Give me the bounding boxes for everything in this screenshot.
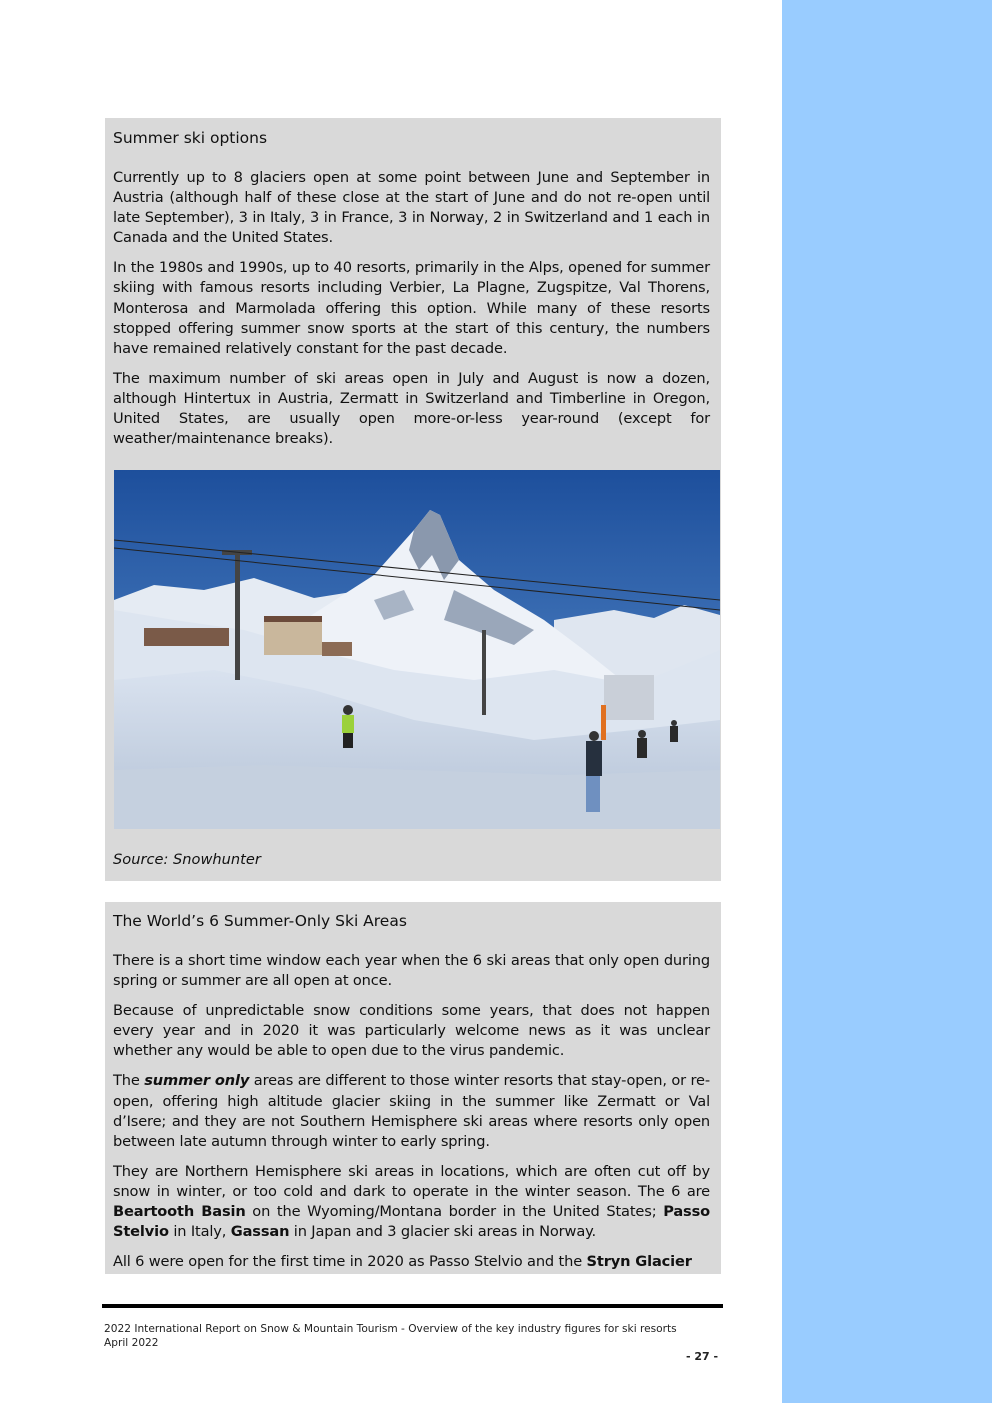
bold-place-name: Stryn Glacier bbox=[586, 1253, 692, 1271]
footer-rule bbox=[102, 1304, 723, 1308]
emphasis-text: summer only bbox=[144, 1072, 250, 1090]
paragraph: Because of unpredictable snow conditions some years, that does not happen every year and in 2020 it was particularly welcome news as it was unclear whether any would be able to open due to the virus pandemic. bbox=[113, 1002, 710, 1060]
sidebar-color-band bbox=[782, 0, 992, 1403]
section-title: The World’s 6 Summer-Only Ski Areas bbox=[113, 912, 407, 930]
bold-place-name: Passo Stelvio bbox=[113, 1203, 710, 1241]
section-title: Summer ski options bbox=[113, 129, 268, 147]
footer bbox=[104, 1322, 677, 1350]
page-number: - 27 - bbox=[686, 1350, 719, 1363]
paragraph: There is a short time window each year when the 6 ski areas that only open during spring or summer are all open at once. bbox=[113, 952, 710, 990]
paragraph: The maximum number of ski areas open in July and August is now a dozen, although Hintertux in Austria, Zermatt in Switzerland and Timberline in Oregon, United States, are usually open more-or-less year-round (except for weather/maintenance breaks). bbox=[113, 369, 710, 448]
summer-ski-options-box bbox=[105, 118, 721, 881]
matterhorn-ski-photo bbox=[114, 470, 720, 829]
paragraph: In the 1980s and 1990s, up to 40 resorts, primarily in the Alps, opened for summer skiing with famous resorts including Verbier, La Plagne, Zugspitze, Val Thorens, Monterosa and Marmolada offering this option. While many of these resorts stopped offering summer snow sports at the start of this century, the numbers have remained relatively constant for the past decade. bbox=[113, 259, 710, 357]
paragraph: They are Northern Hemisphere ski areas in locations, which are often cut off by snow in winter, or too cold and dark to operate in the winter season. The 6 are Beartooth Basin on the Wyoming/Montana border in the United States; Passo Stelvio in Italy, Gassan in Japan and 3 glacier ski areas in Norway. bbox=[113, 1162, 710, 1241]
bold-place-name: Beartooth Basin bbox=[113, 1203, 246, 1221]
photo-source-caption: Source: Snowhunter bbox=[113, 851, 261, 868]
summer-only-ski-areas-box bbox=[105, 902, 721, 1274]
paragraph: Currently up to 8 glaciers open at some point between June and September in Austria (although half of these close at the start of June and do not re-open until late September), 3 in Italy, 3 in France, 3 in Norway, 2 in Switzerland and 1 each in Canada and the United States. bbox=[113, 169, 710, 247]
paragraph: All 6 were open for the first time in 2020 as Passo Stelvio and the Stryn Glacier bbox=[113, 1253, 692, 1271]
paragraph: The summer only areas are different to those winter resorts that stay-open, or re-open, offering high altitude glacier skiing in the summer like Zermatt or Val d’Isere; and they are not Southern Hemisphere ski areas where resorts only open between late autumn through winter to early spring. bbox=[113, 1072, 710, 1150]
bold-place-name: Gassan bbox=[230, 1223, 290, 1241]
footer-date: April 2022 bbox=[104, 1337, 159, 1349]
footer-report-title: 2022 International Report on Snow & Mountain Tourism - Overview of the key industry figures for ski resorts bbox=[104, 1323, 677, 1335]
